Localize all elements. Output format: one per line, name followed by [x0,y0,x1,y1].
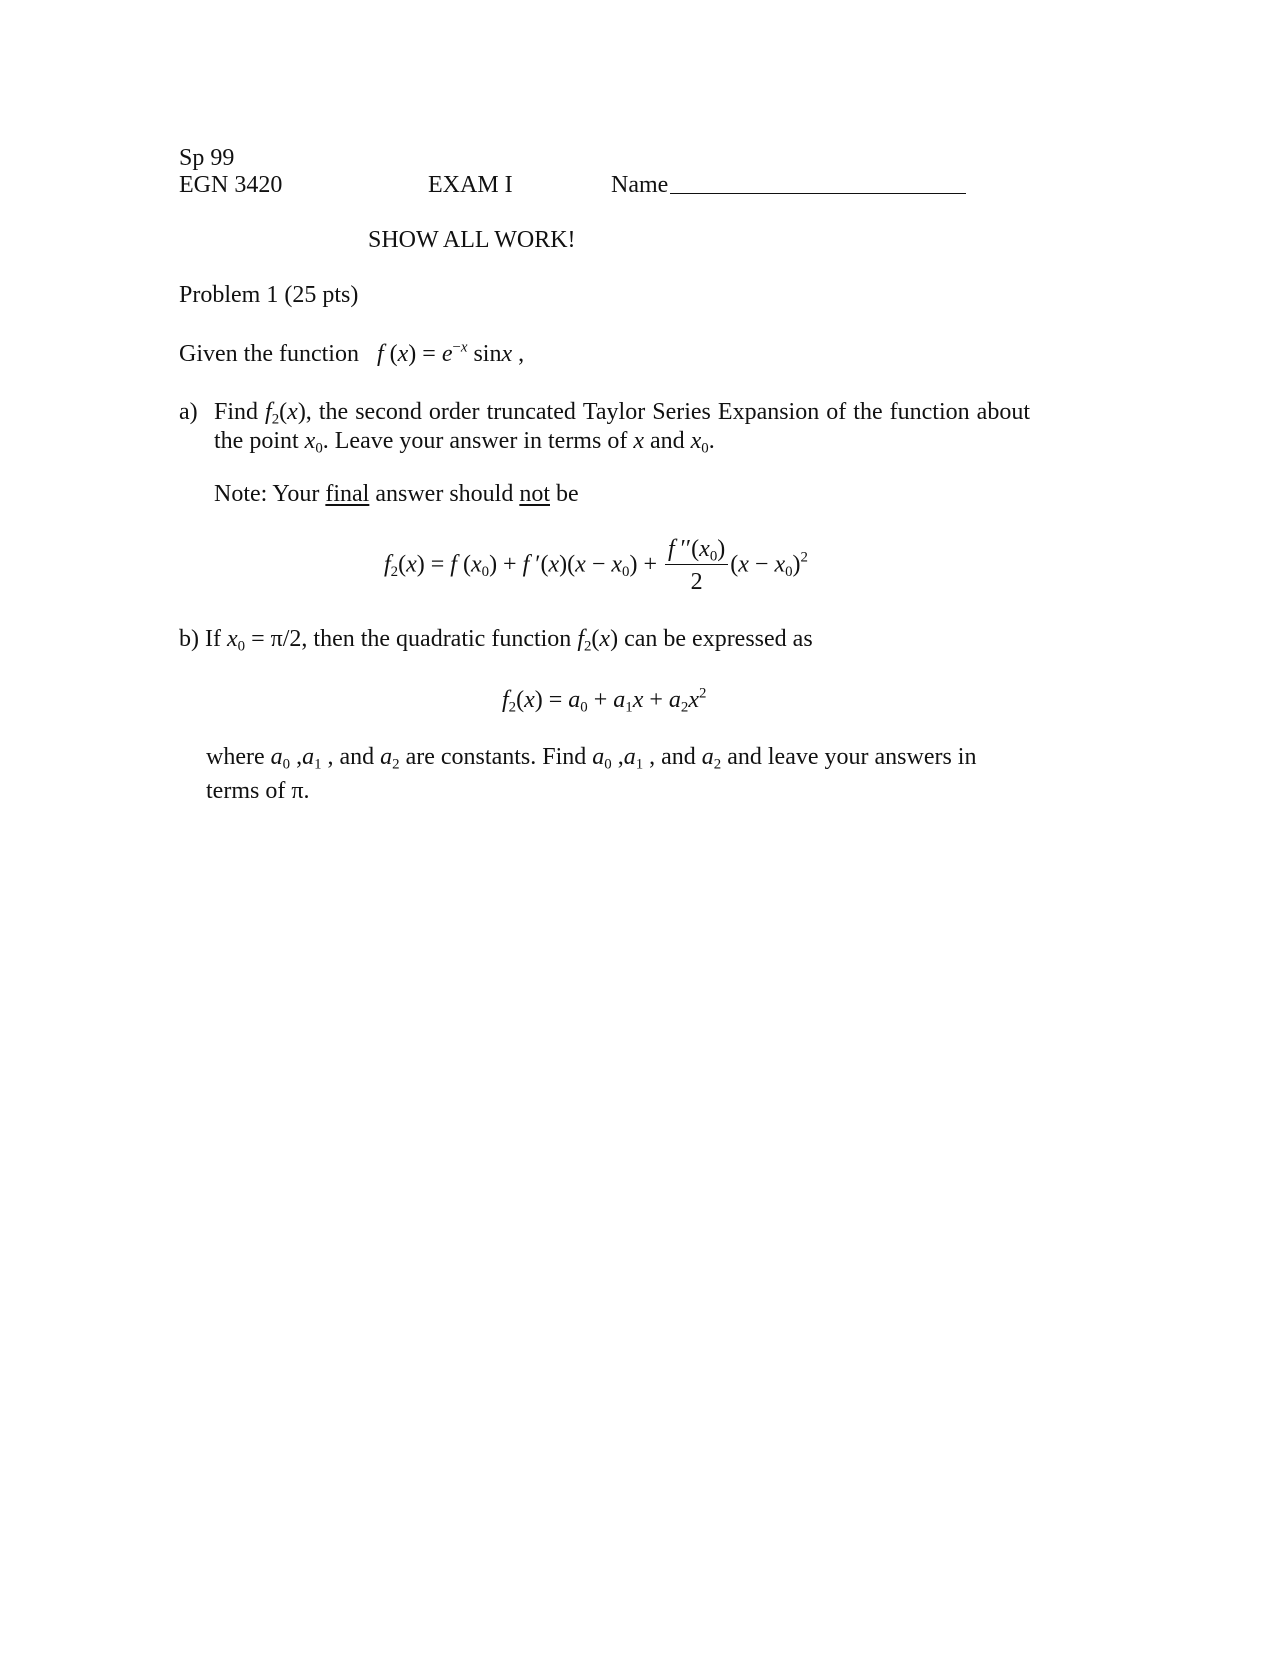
header-term: Sp 99 [179,145,235,171]
name-label: Name [611,172,669,198]
part-a-line2: the point $x_0$. Leave your answer in terms of x and $x_0$. [214,428,715,457]
problem-heading: Problem 1 (25 pts) [179,282,359,308]
quadratic-form-equation: $f_2(x) = a_0 + a_1x + a_2x^2$ [502,685,707,716]
part-a-f2x: $f_2(x)$, [265,399,312,428]
second-derivative-fraction: $\frac{f ''(x_0)}{2}$ [665,536,728,596]
header-exam: EXAM I [428,172,513,198]
note-not-underlined: not [519,481,550,507]
part-b-line1: b) If $x_0 = \pi/2$, then the quadratic function $f_2(x)$ can be expressed as [179,626,813,655]
part-a-note: Note: Your final answer should not be [214,481,579,507]
part-b-line2: where $a_0$ $,a_1$ , and $a_2$ are constants. Find $a_0$ $,a_1$ , and $a_2$ and leave your answers in [206,744,977,773]
given-function-line [179,339,525,367]
instruction: SHOW ALL WORK! [368,227,576,253]
part-a-find: Find [214,399,259,425]
function-definition: f $(x) = e^{-x}$ sinx , [376,339,525,367]
part-a-line1: Find $f_2(x)$, the second order truncated Taylor Series Expansion of the function about [214,399,1030,428]
given-prefix: Given the function [179,341,359,367]
header-course: EGN 3420 [179,172,283,198]
part-a-label: a) [179,399,198,425]
note-final-underlined: final [325,481,370,507]
taylor-formula-equation: $f_2(x) = f$ $(x_0) + f$ $'(x)(x - x_0)$ + $\frac{f ''(x_0)}{2}$ $(x - x_0)^2$ [384,536,808,596]
header-name-field[interactable] [611,173,966,197]
name-blank-line [670,193,966,194]
part-b-line3: terms of π. [206,778,310,804]
